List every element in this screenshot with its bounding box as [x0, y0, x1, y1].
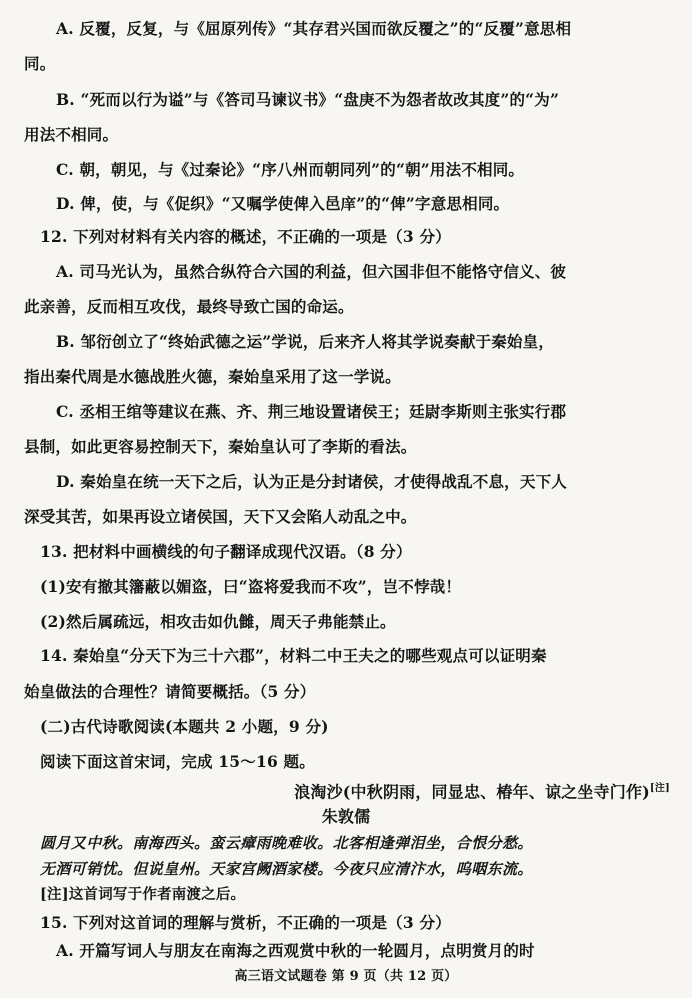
option-c-line: C. 朝，朝见，与《过秦论》“序八州而朝同列”的“朝”用法不相同。	[56, 160, 525, 179]
q12-option-c-line-1: C. 丞相王绾等建议在燕、齐、荆三地设置诸侯王；廷尉李斯则主张实行郡	[56, 402, 567, 421]
poem-author: 朱敦儒	[321, 807, 371, 826]
q12-option-b-line-1: B. 邹衍创立了“终始武德之运”学说，后来齐人将其学说奏献于秦始皇，	[56, 332, 555, 351]
option-b-line-1: B. “死而以行为谥”与《答司马谏议书》“盘庚不为怨者故改其度”的“为”	[56, 90, 560, 109]
poem-title	[240, 778, 670, 803]
q12-option-d-line-1: D. 秦始皇在统一天下之后，认为正是分封诸侯，才使得战乱不息，天下人	[56, 472, 567, 491]
question-13: 13. 把材料中画横线的句子翻译成现代汉语。（8 分）	[40, 542, 412, 561]
option-d-line: D. 俾，使，与《促织》“又嘱学使俾入邑庠”的“俾”字意思相同。	[56, 194, 510, 213]
question-15: 15. 下列对这首词的理解与赏析，不正确的一项是（3 分）	[40, 913, 451, 932]
q12-option-d-line-2: 深受其苦，如果再设立诸侯国，天下又会陷人动乱之中。	[24, 507, 417, 526]
poem-line-1: 圆月又中秋。南海西头。蛮云瘴雨晚难收。北客相逢弹泪坐，合恨分愁。	[40, 834, 533, 852]
question-14-line-2: 始皇做法的合理性？请简要概括。（5 分）	[24, 682, 316, 701]
poem-note: [注]这首词写于作者南渡之后。	[40, 886, 246, 903]
poem-title-text: 浪淘沙(中秋阴雨，同显忠、椿年、谅之坐寺门作)	[294, 782, 650, 802]
poem-title-note-mark: [注]	[649, 783, 670, 794]
question-14-line-1: 14. 秦始皇“分天下为三十六郡”，材料二中王夫之的哪些观点可以证明秦	[40, 646, 547, 665]
q13-sentence-1: (1)安有撤其籓蔽以媚盗，曰“盗将爱我而不攻”，岂不悖哉！	[40, 577, 462, 596]
q12-option-a-line-1: A. 司马光认为，虽然合纵符合六国的利益，但六国非但不能恪守信义、彼	[56, 262, 567, 281]
option-a-line-2: 同。	[24, 54, 56, 73]
option-b-line-2: 用法不相同。	[24, 125, 119, 144]
reading-instruction: 阅读下面这首宋词，完成 15～16 题。	[40, 752, 315, 771]
q12-option-c-line-2: 县制，如此更容易控制天下，秦始皇认可了李斯的看法。	[24, 437, 417, 456]
q12-option-a-line-2: 此亲善，反而相互攻伐，最终导致亡国的命运。	[24, 297, 354, 316]
poem-line-2: 无酒可销忧。但说皇州。天家宫阙酒家楼。今夜只应清汴水，呜咽东流。	[40, 860, 533, 878]
section-heading: (二)古代诗歌阅读(本题共 2 小题，9 分)	[40, 717, 329, 736]
option-a-line-1: A. 反覆，反复，与《屈原列传》“其存君兴国而欲反覆之”的“反覆”意思相	[56, 19, 572, 38]
page-footer: 高三语文试题卷 第 9 页（共 12 页）	[234, 969, 458, 984]
q13-sentence-2: (2)然后属疏远，相攻击如仇雠，周天子弗能禁止。	[40, 612, 396, 631]
q15-option-a-line: A. 开篇写词人与朋友在南海之西观赏中秋的一轮圆月，点明赏月的时	[56, 941, 535, 960]
question-12: 12. 下列对材料有关内容的概述，不正确的一项是（3 分）	[40, 227, 451, 246]
q12-option-b-line-2: 指出秦代周是水德战胜火德，秦始皇采用了这一学说。	[24, 367, 401, 386]
